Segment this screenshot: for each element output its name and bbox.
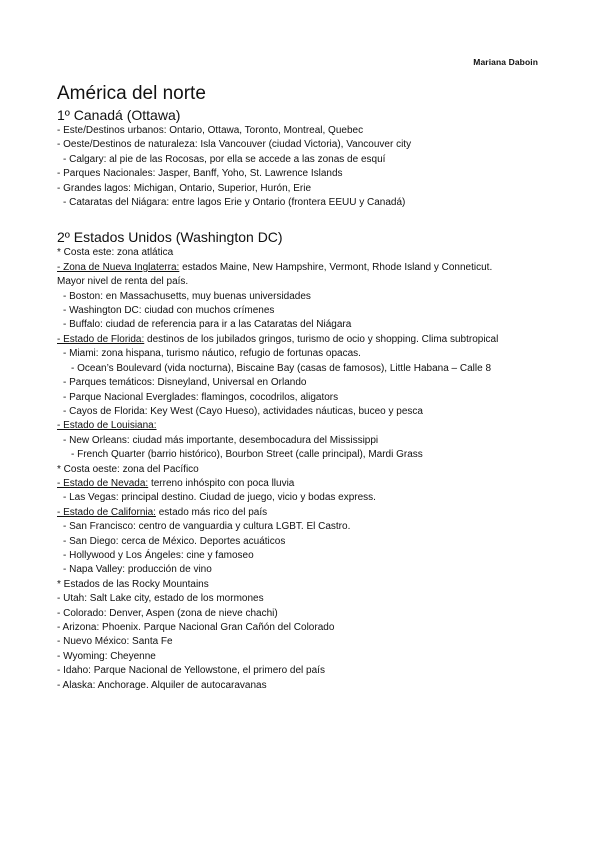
list-item: - French Quarter (barrio histórico), Bourbon Street (calle principal), Mardi Grass (71, 449, 423, 461)
list-item: - Este/Destinos urbanos: Ontario, Ottawa, Toronto, Montreal, Quebec (57, 125, 364, 136)
list-item: - Hollywood y Los Ángeles: cine y famoseo (63, 549, 254, 561)
florida-text: destinos de los jubilados gringos, turismo de ocio y shopping. Clima subtropical (144, 333, 499, 345)
list-item: - Wyoming: Cheyenne (57, 650, 156, 662)
list-item: - Napa Valley: producción de vino (63, 564, 212, 576)
list-item: - Las Vegas: principal destino. Ciudad de juego, vicio y bodas express. (63, 492, 376, 504)
list-item: - Cayos de Florida: Key West (Cayo Hueso), actividades náuticas, buceo y pesca (63, 405, 423, 417)
list-item: - Utah: Salt Lake city, estado de los mormones (57, 593, 264, 605)
new-england-line (57, 261, 557, 275)
list-item: - Idaho: Parque Nacional de Yellowstone, el primero del país (57, 665, 325, 677)
section-label: * Costa este: zona atlática (57, 247, 174, 259)
list-item: - Boston: en Massachusetts, muy buenas universidades (63, 290, 311, 302)
list-item: - San Diego: cerca de México. Deportes acuáticos (63, 535, 286, 547)
list-item: - Parques Nacionales: Jasper, Banff, Yoho, St. Lawrence Islands (57, 168, 343, 180)
california-line (57, 506, 557, 520)
list-item: - Miami: zona hispana, turismo náutico, refugio de fortunas opacas. (63, 348, 361, 360)
section-label: * Estados de las Rocky Mountains (57, 578, 209, 590)
list-item: - Colorado: Denver, Aspen (zona de nieve chachi) (57, 607, 278, 619)
california-label: - Estado de California: (57, 506, 156, 518)
list-item: - Buffalo: ciudad de referencia para ir a las Cataratas del Niágara (63, 319, 352, 331)
list-item: - Oeste/Destinos de naturaleza: Isla Vancouver (ciudad Victoria), Vancouver city (57, 139, 412, 151)
nevada-text: terreno inhóspito con poca lluvia (148, 477, 295, 489)
list-item: - Washington DC: ciudad con muchos crímenes (63, 305, 275, 317)
canada-heading: 1º Canadá (Ottawa) (57, 107, 181, 123)
list-item: - New Orleans: ciudad más importante, desembocadura del Mississippi (63, 434, 379, 446)
louisiana-label: - Estado de Louisiana: (57, 420, 157, 432)
list-item: - Ocean’s Boulevard (vida nocturna), Biscaine Bay (casas de famosos), Little Habana – Calle 8 (71, 362, 492, 374)
florida-label: - Estado de Florida: (57, 333, 145, 345)
list-item: - San Francisco: centro de vanguardia y cultura LGBT. El Castro. (63, 521, 351, 533)
list-item: - Parque Nacional Everglades: flamingos, cocodrilos, aligators (63, 391, 339, 403)
list-item: - Grandes lagos: Michigan, Ontario, Superior, Hurón, Erie (57, 182, 312, 194)
usa-heading: 2º Estados Unidos (Washington DC) (57, 229, 283, 246)
list-item: - Nuevo México: Santa Fe (57, 636, 173, 648)
author-name: Mariana Daboin (473, 57, 538, 67)
louisiana-line (57, 419, 557, 433)
page-title: América del norte (57, 83, 206, 104)
new-england-text: estados Maine, New Hampshire, Vermont, Rhode Island y Conneticut. (179, 261, 493, 273)
nevada-label: - Estado de Nevada: (57, 477, 149, 489)
section-label: * Costa oeste: zona del Pacífico (57, 463, 199, 475)
list-item: - Calgary: al pie de las Rocosas, por ella se accede a las zonas de esquí (63, 153, 386, 165)
california-text: estado más rico del país (155, 506, 268, 518)
list-item: - Alaska: Anchorage. Alquiler de autocaravanas (57, 679, 267, 691)
list-item: - Cataratas del Niágara: entre lagos Erie y Ontario (frontera EEUU y Canadá) (63, 197, 406, 209)
new-england-label: - Zona de Nueva Inglaterra: (57, 261, 180, 273)
florida-line (57, 333, 557, 347)
list-item: - Parques temáticos: Disneyland, Universal en Orlando (63, 377, 307, 389)
nevada-line (57, 477, 557, 491)
list-item: - Arizona: Phoenix. Parque Nacional Gran Cañón del Colorado (57, 622, 335, 633)
document-body (57, 82, 557, 693)
list-item: Mayor nivel de renta del país. (57, 276, 189, 288)
